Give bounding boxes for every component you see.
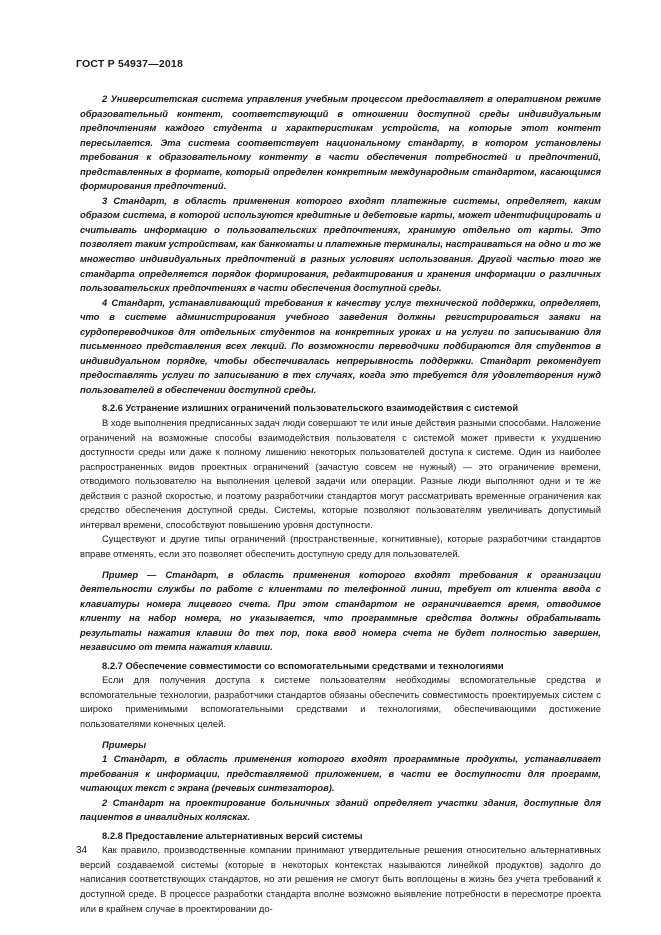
standard-header: ГОСТ Р 54937—2018 (76, 58, 184, 70)
section-826-example: Пример — Стандарт, в область применения которого входят требования к организации деятельности службы по работе с клиентами по телефонной линии, требует от клиента ввода с клавиатуры номера лицевого счета. При этом стандартом не ограничивается время, отводимое клиенту на набор номера, но указывается, что программные средства должны обрабатывать результаты нажатия клавиш до тех пор, пока ввод номера счета не будет полностью завершен, независимо от темпа нажатия клавиш. (80, 568, 601, 653)
section-827-heading: 8.2.7 Обеспечение совместимости со вспомогательными средствами и технологиями (102, 659, 504, 671)
section-826-heading: 8.2.6 Устранение излишних ограничений пользовательского взаимодействия с системой (102, 402, 519, 414)
note-3: 3 Стандарт, в область применения которого входят платежные системы, определяет, каким образом система, в которой используются кредитные и дебетовые карты, может идентифицировать и считывать информацию о пользовательских предпочтениях, хранимую отдельно от карты. Это позволяет таким устройствам, как банкоматы и платежные терминалы, настраиваться на одно и то же множество индивидуальных предпочтений в разных условиях использования. Другой частью того же стандарта определяется порядок формирования, редактирования и хранения информации о различных пользовательских предпочтениях в части обеспечения доступной среды. (80, 194, 601, 294)
section-828-paragraph: Как правило, производственные компании принимают утвердительные решения относительно альтернативных версий создаваемой системы (которые в некоторых контекстах называются линейкой продуктов) задолго до написания соответствующих стандартов, но эти решения не смогут быть воплощены в жизнь без учета требований к доступной среде. В процессе разработки стандарта вполне возможно выявление потребности в пересмотре проекта или в крайнем случае в проектировании до- (80, 844, 601, 914)
note-4: 4 Стандарт, устанавливающий требования к качеству услуг технической поддержки, определяет, что в системе администрирования учебного заведения должны регистрироваться заявки на сурдопереводчиков для отдельных студентов на конкретных уроках и на услуги по записыванию для письменного представления всех лекций. По возможности переводчики подбираются для студентов в индивидуальном порядке, чтобы обеспечивалась непрерывность поддержки. Стандарт рекомендует предоставлять услуги по записыванию в тех случаях, когда это требуется для удовлетворения нужд пользователей в обеспечении доступной среды. (80, 296, 601, 395)
page-content (80, 92, 601, 916)
section-827-example-2: 2 Стандарт на проектирование больничных зданий определяет участки здания, доступные для пациентов в инвалидных колясках. (80, 796, 601, 823)
section-827-example-1: 1 Стандарт, в область применения которого входят программные продукты, устанавливает требования к информации, представляемой приложением, в части ее доступности для программ, читающих текст с экрана (речевых синтезаторов). (80, 753, 601, 794)
section-826-paragraph-2: Существуют и другие типы ограничений (пространственные, когнитивные), которые разработчики стандартов вправе отменять, если это позволяет обеспечить доступную среду для пользователей. (80, 533, 601, 559)
page-number: 34 (76, 845, 88, 856)
section-826-paragraph-1: В ходе выполнения предписанных задач люди совершают те или иные действия разными способами. Наложение ограничений на возможные способы взаимодействия пользователя с системой может привести к ухудшению доступности среды или даже к полному лишению некоторых пользователей доступа к системе. Один из наиболее распространенных видов проектных ограничений (зачастую совсем не нужный) — это ограничение времени, отводимого пользователю на выполнения целевой задачи или операции. Разные люди выполняют одни и те же действия с разной скоростью, и поэтому разработчики стандартов могут рассматривать временные ограничения как средство обеспечения доступной среды. Системы, которые позволяют пользователям увеличивать допустимый интервал времени, способствуют повышению уровня доступности. (80, 417, 601, 530)
note-2: 2 Университетская система управления учебным процессом предоставляет в оперативном режиме образовательный контент, соответствующий в отношении доступной среды индивидуальным предпочтениям каждого студента и характеристикам устройств, на которые этот контент пересылается. Эта система соответствует национальному стандарту, в котором установлены требования к образовательному контенту в части обеспечения потребностей и предпочтений, представленных в формате, который определен конкретным международным стандартом, касающимся формирования предпочтений. (80, 93, 601, 192)
section-827-examples-label: Примеры (102, 738, 147, 750)
section-828-heading: 8.2.8 Предоставление альтернативных версий системы (102, 829, 363, 841)
section-827-paragraph: Если для получения доступа к системе пользователям необходимы вспомогательные средства и вспомогательные технологии, разработчики стандартов обязаны обеспечить совместимость проектируемых систем с широко применимыми вспомогательными средствами и технологиями, обеспечивающими достижение пользователями конечных целей. (80, 674, 601, 729)
